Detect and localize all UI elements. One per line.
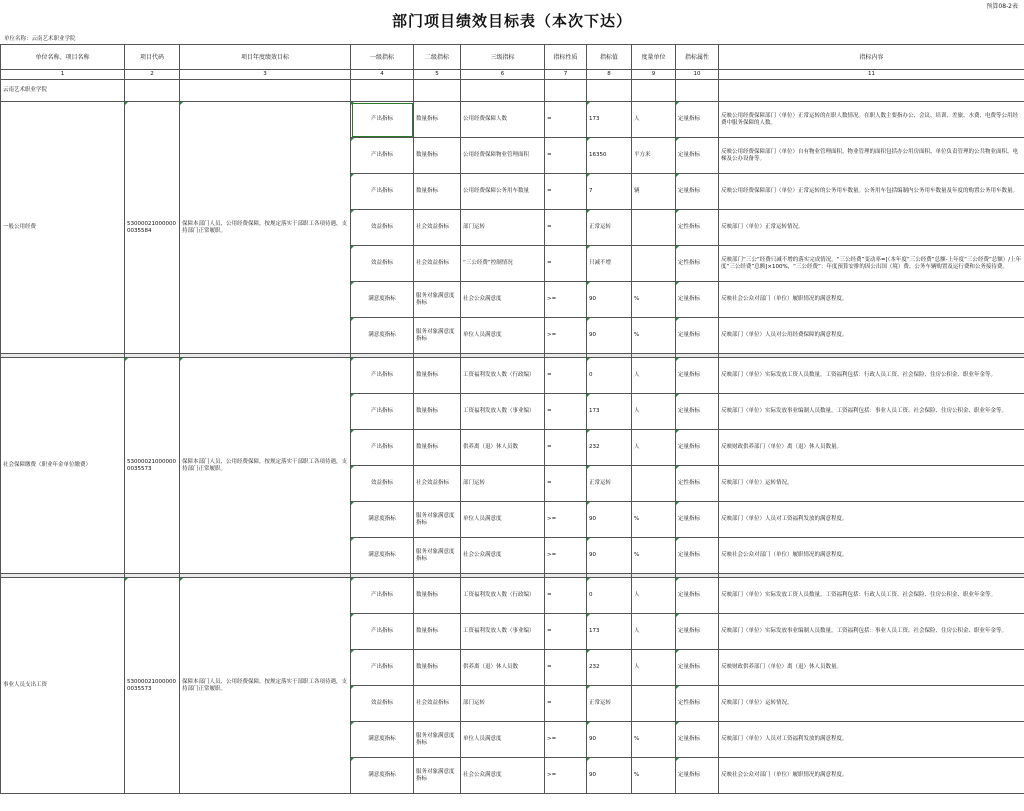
content-cell[interactable]: 反映公用经费保障部门（单位）正常运转的在职人数情况。在职人数主要指办公、会议、培训、差旅、水费、电费等公用经费中服务保障的人数。 — [719, 102, 1024, 138]
performance-table — [0, 44, 1024, 794]
level1-indicator-cell[interactable]: 满意度指标 — [351, 318, 414, 354]
unit-measure-cell[interactable]: 辆 — [632, 174, 676, 210]
unit-measure-cell[interactable] — [632, 466, 676, 502]
value-cell[interactable]: 173 — [587, 394, 632, 430]
header-cell[interactable]: 指标性质 — [545, 45, 587, 70]
unit-measure-cell[interactable]: 人 — [632, 358, 676, 394]
project-goal-cell[interactable]: 保障本部门人员、公用经费保障，按规定落实干部职工各项待遇，支持部门正常履职。 — [180, 102, 351, 354]
attribute-cell[interactable]: 定量指标 — [676, 282, 719, 318]
attribute-cell[interactable]: 定量指标 — [676, 102, 719, 138]
nature-cell[interactable]: >= — [545, 722, 587, 758]
level3-indicator-cell[interactable]: 社会公众满意度 — [461, 538, 545, 574]
level2-indicator-cell[interactable]: 服务对象满意度指标 — [414, 282, 461, 318]
content-cell[interactable]: 反映部门（单位）人员对公用经费保障的满意程度。 — [719, 318, 1024, 354]
column-number[interactable]: 1 — [1, 70, 125, 80]
value-cell[interactable]: 173 — [587, 614, 632, 650]
column-number[interactable]: 8 — [587, 70, 632, 80]
unit-label: 单位名称：云南艺术职业学院 — [4, 36, 76, 42]
level2-indicator-cell[interactable]: 数量指标 — [414, 358, 461, 394]
level2-indicator-cell[interactable]: 服务对象满意度指标 — [414, 538, 461, 574]
unit-measure-cell[interactable]: 人 — [632, 578, 676, 614]
level2-indicator-cell[interactable]: 社会效益指标 — [414, 466, 461, 502]
header-cell[interactable]: 一级指标 — [351, 45, 414, 70]
column-number[interactable]: 5 — [414, 70, 461, 80]
level3-indicator-cell[interactable]: 部门运转 — [461, 210, 545, 246]
nature-cell[interactable]: = — [545, 430, 587, 466]
empty-cell[interactable] — [125, 80, 180, 102]
unit-measure-cell[interactable] — [632, 246, 676, 282]
content-cell[interactable]: 反映公用经费保障部门（单位）自有物业管理面积。物业管理的面积包括办公用房面积、单位负责管理的公共物业面积、电梯及公办设备等。 — [719, 138, 1024, 174]
nature-cell[interactable]: = — [545, 686, 587, 722]
level1-indicator-cell[interactable]: 产出指标 — [351, 174, 414, 210]
level3-indicator-cell[interactable]: 供养离（退）休人员数 — [461, 650, 545, 686]
value-cell[interactable]: 只减不增 — [587, 246, 632, 282]
content-cell[interactable]: 反映部门（单位）实际发放事业编制人员数量。工资福利包括：事业人员工资、社会保险、住房公积金、职业年金等。 — [719, 614, 1024, 650]
level2-indicator-cell[interactable]: 数量指标 — [414, 430, 461, 466]
content-cell[interactable]: 反映公用经费保障部门（单位）正常运转的公务用车数量。公务用车包括编制内公务用车数量及年度的购置公务用车数量。 — [719, 174, 1024, 210]
column-number[interactable]: 11 — [719, 70, 1024, 80]
attribute-cell[interactable]: 定量指标 — [676, 650, 719, 686]
level1-indicator-cell[interactable]: 产出指标 — [351, 430, 414, 466]
content-cell[interactable]: 反映部门（单位）运转情况。 — [719, 686, 1024, 722]
header-row — [1, 45, 1024, 70]
unit-measure-cell[interactable]: % — [632, 758, 676, 794]
project-code-cell[interactable]: 530000210000000035573 — [125, 358, 180, 574]
empty-cell[interactable] — [545, 80, 587, 102]
level2-indicator-cell[interactable]: 数量指标 — [414, 138, 461, 174]
level3-indicator-cell[interactable]: 公用经费保障物业管理面积 — [461, 138, 545, 174]
value-cell[interactable]: 7 — [587, 174, 632, 210]
attribute-cell[interactable]: 定量指标 — [676, 502, 719, 538]
column-number[interactable]: 7 — [545, 70, 587, 80]
level1-indicator-cell[interactable]: 产出指标 — [351, 102, 414, 138]
level1-indicator-cell[interactable]: 产出指标 — [351, 614, 414, 650]
column-number[interactable]: 10 — [676, 70, 719, 80]
table-row — [1, 358, 1024, 394]
level1-indicator-cell[interactable]: 产出指标 — [351, 394, 414, 430]
level2-indicator-cell[interactable]: 数量指标 — [414, 394, 461, 430]
header-cell[interactable]: 度量单位 — [632, 45, 676, 70]
value-cell[interactable]: 90 — [587, 758, 632, 794]
project-goal-cell[interactable]: 保障本部门人员、公用经费保障，按规定落实干部职工各项待遇，支持部门正常履职。 — [180, 358, 351, 574]
column-number[interactable]: 9 — [632, 70, 676, 80]
table-row — [1, 578, 1024, 614]
attribute-cell[interactable]: 定量指标 — [676, 578, 719, 614]
level3-indicator-cell[interactable]: 供养离（退）休人员数 — [461, 430, 545, 466]
unit-measure-cell[interactable]: 人 — [632, 430, 676, 466]
header-cell[interactable]: 指标值 — [587, 45, 632, 70]
unit-measure-cell[interactable]: % — [632, 502, 676, 538]
level3-indicator-cell[interactable]: 社会公众满意度 — [461, 758, 545, 794]
content-cell[interactable]: 反映财政供养部门（单位）离（退）休人员数量。 — [719, 650, 1024, 686]
level2-indicator-cell[interactable]: 社会效益指标 — [414, 686, 461, 722]
column-number[interactable]: 4 — [351, 70, 414, 80]
unit-row — [1, 80, 1024, 102]
value-cell[interactable]: 232 — [587, 650, 632, 686]
level2-indicator-cell[interactable]: 数量指标 — [414, 174, 461, 210]
level3-indicator-cell[interactable]: 工资福利发放人数（行政编） — [461, 578, 545, 614]
header-cell[interactable]: 项目年度绩效目标 — [180, 45, 351, 70]
level1-indicator-cell[interactable]: 效益指标 — [351, 686, 414, 722]
level1-indicator-cell[interactable]: 满意度指标 — [351, 722, 414, 758]
unit-measure-cell[interactable]: 平方米 — [632, 138, 676, 174]
header-cell[interactable]: 三级指标 — [461, 45, 545, 70]
nature-cell[interactable]: = — [545, 246, 587, 282]
project-name-cell[interactable]: 社会保障缴费（职业年金单位缴费） — [1, 358, 125, 574]
page-title: 部门项目绩效目标表（本次下达） — [391, 12, 632, 30]
level1-indicator-cell[interactable]: 产出指标 — [351, 578, 414, 614]
level3-indicator-cell[interactable]: 工资福利发放人数（事业编） — [461, 614, 545, 650]
value-cell[interactable]: 0 — [587, 578, 632, 614]
nature-cell[interactable]: = — [545, 138, 587, 174]
unit-measure-cell[interactable]: % — [632, 318, 676, 354]
level2-indicator-cell[interactable]: 社会效益指标 — [414, 246, 461, 282]
level3-indicator-cell[interactable]: 工资福利发放人数（行政编） — [461, 358, 545, 394]
attribute-cell[interactable]: 定性指标 — [676, 686, 719, 722]
value-cell[interactable]: 16350 — [587, 138, 632, 174]
level3-indicator-cell[interactable]: 公用经费保障人数 — [461, 102, 545, 138]
attribute-cell[interactable]: 定量指标 — [676, 174, 719, 210]
level2-indicator-cell[interactable]: 服务对象满意度指标 — [414, 318, 461, 354]
nature-cell[interactable]: = — [545, 358, 587, 394]
level3-indicator-cell[interactable]: 部门运转 — [461, 686, 545, 722]
nature-cell[interactable]: = — [545, 614, 587, 650]
level3-indicator-cell[interactable]: “三公经费”控制情况 — [461, 246, 545, 282]
unit-measure-cell[interactable]: % — [632, 538, 676, 574]
empty-cell[interactable] — [587, 80, 632, 102]
value-cell[interactable]: 正常运转 — [587, 686, 632, 722]
unit-measure-cell[interactable] — [632, 686, 676, 722]
attribute-cell[interactable]: 定性指标 — [676, 466, 719, 502]
level1-indicator-cell[interactable]: 满意度指标 — [351, 502, 414, 538]
level1-indicator-cell[interactable]: 效益指标 — [351, 210, 414, 246]
content-cell[interactable]: 反映部门（单位）实际发放事业编制人员数量。工资福利包括：事业人员工资、社会保险、住房公积金、职业年金等。 — [719, 394, 1024, 430]
unit-measure-cell[interactable]: 人 — [632, 650, 676, 686]
level2-indicator-cell[interactable]: 服务对象满意度指标 — [414, 758, 461, 794]
column-number[interactable]: 6 — [461, 70, 545, 80]
attribute-cell[interactable]: 定量指标 — [676, 138, 719, 174]
level2-indicator-cell[interactable]: 服务对象满意度指标 — [414, 502, 461, 538]
project-code-cell[interactable]: 530000210000000035573 — [125, 578, 180, 794]
attribute-cell[interactable]: 定量指标 — [676, 358, 719, 394]
level1-indicator-cell[interactable]: 效益指标 — [351, 466, 414, 502]
attribute-cell[interactable]: 定性指标 — [676, 210, 719, 246]
value-cell[interactable]: 90 — [587, 502, 632, 538]
form-code: 预算08-2表 — [986, 3, 1018, 10]
unit-measure-cell[interactable]: % — [632, 722, 676, 758]
level2-indicator-cell[interactable]: 社会效益指标 — [414, 210, 461, 246]
header-cell[interactable]: 指标属性 — [676, 45, 719, 70]
nature-cell[interactable]: >= — [545, 318, 587, 354]
content-cell[interactable]: 反映部门（单位）正常运转情况。 — [719, 210, 1024, 246]
level2-indicator-cell[interactable]: 数量指标 — [414, 578, 461, 614]
unit-measure-cell[interactable]: % — [632, 282, 676, 318]
level1-indicator-cell[interactable]: 满意度指标 — [351, 282, 414, 318]
header-cell[interactable]: 二级指标 — [414, 45, 461, 70]
level1-indicator-cell[interactable]: 产出指标 — [351, 650, 414, 686]
nature-cell[interactable]: = — [545, 394, 587, 430]
level3-indicator-cell[interactable]: 社会公众满意度 — [461, 282, 545, 318]
nature-cell[interactable]: = — [545, 650, 587, 686]
level1-indicator-cell[interactable]: 产出指标 — [351, 358, 414, 394]
empty-cell[interactable] — [719, 80, 1024, 102]
value-cell[interactable]: 90 — [587, 282, 632, 318]
nature-cell[interactable]: >= — [545, 502, 587, 538]
value-cell[interactable]: 90 — [587, 538, 632, 574]
attribute-cell[interactable]: 定量指标 — [676, 394, 719, 430]
empty-cell[interactable] — [461, 80, 545, 102]
level2-indicator-cell[interactable]: 数量指标 — [414, 102, 461, 138]
level2-indicator-cell[interactable]: 服务对象满意度指标 — [414, 722, 461, 758]
nature-cell[interactable]: >= — [545, 538, 587, 574]
level1-indicator-cell[interactable]: 产出指标 — [351, 138, 414, 174]
level3-indicator-cell[interactable]: 单位人员满意度 — [461, 722, 545, 758]
level3-indicator-cell[interactable]: 单位人员满意度 — [461, 318, 545, 354]
content-cell[interactable]: 反映部门（单位）人员对工资福利发放的满意程度。 — [719, 502, 1024, 538]
table-row — [1, 102, 1024, 138]
content-cell[interactable]: 反映社会公众对部门（单位）履职情况的满意程度。 — [719, 538, 1024, 574]
value-cell[interactable]: 232 — [587, 430, 632, 466]
value-cell[interactable]: 0 — [587, 358, 632, 394]
unit-measure-cell[interactable] — [632, 210, 676, 246]
unit-measure-cell[interactable]: 人 — [632, 102, 676, 138]
attribute-cell[interactable]: 定性指标 — [676, 246, 719, 282]
content-cell[interactable]: 反映部门（单位）实际发放工资人员数量。工资福利包括：行政人员工资、社会保险、住房公积金、职业年金等。 — [719, 578, 1024, 614]
header-cell[interactable]: 指标内容 — [719, 45, 1024, 70]
nature-cell[interactable]: = — [545, 102, 587, 138]
content-cell[interactable]: 反映部门（单位）实际发放工资人员数量。工资福利包括：行政人员工资、社会保险、住房公积金、职业年金等。 — [719, 358, 1024, 394]
empty-cell[interactable] — [351, 80, 414, 102]
empty-cell[interactable] — [676, 80, 719, 102]
column-number-row — [1, 70, 1024, 80]
nature-cell[interactable]: = — [545, 466, 587, 502]
level3-indicator-cell[interactable]: 工资福利发放人数（事业编） — [461, 394, 545, 430]
level2-indicator-cell[interactable]: 数量指标 — [414, 650, 461, 686]
empty-cell[interactable] — [632, 80, 676, 102]
level1-indicator-cell[interactable]: 满意度指标 — [351, 538, 414, 574]
project-name-cell[interactable]: 事业人员支出工资 — [1, 578, 125, 794]
attribute-cell[interactable]: 定量指标 — [676, 538, 719, 574]
header-cell[interactable]: 单位名称、项目名称 — [1, 45, 125, 70]
value-cell[interactable]: 正常运转 — [587, 210, 632, 246]
nature-cell[interactable]: = — [545, 174, 587, 210]
nature-cell[interactable]: = — [545, 578, 587, 614]
empty-cell[interactable] — [414, 80, 461, 102]
nature-cell[interactable]: >= — [545, 282, 587, 318]
unit-name-cell[interactable]: 云南艺术职业学院 — [1, 80, 125, 102]
content-cell[interactable]: 反映部门“三公”经费只减不增的落实完成情况。“三公经费”变动率=[（本年度“三公经费”总额-上年度“三公经费”总额）/上年度“三公经费”总额]×100%，“三公经费”：年度预算安排的因公出国（境）费、公务车辆购置及运行费和公务接待费。 — [719, 246, 1024, 282]
unit-measure-cell[interactable]: 人 — [632, 394, 676, 430]
nature-cell[interactable]: >= — [545, 758, 587, 794]
value-cell[interactable]: 正常运转 — [587, 466, 632, 502]
level3-indicator-cell[interactable]: 公用经费保障公务用车数量 — [461, 174, 545, 210]
level2-indicator-cell[interactable]: 数量指标 — [414, 614, 461, 650]
level3-indicator-cell[interactable]: 单位人员满意度 — [461, 502, 545, 538]
project-name-cell[interactable]: 一般公用经费 — [1, 102, 125, 354]
column-number[interactable]: 2 — [125, 70, 180, 80]
table-body — [1, 80, 1024, 794]
level3-indicator-cell[interactable]: 部门运转 — [461, 466, 545, 502]
content-cell[interactable]: 反映社会公众对部门（单位）履职情况的满意程度。 — [719, 758, 1024, 794]
unit-measure-cell[interactable]: 人 — [632, 614, 676, 650]
value-cell[interactable]: 90 — [587, 722, 632, 758]
project-goal-cell[interactable]: 保障本部门人员、公用经费保障，按规定落实干部职工各项待遇，支持部门正常履职。 — [180, 578, 351, 794]
level1-indicator-cell[interactable]: 效益指标 — [351, 246, 414, 282]
content-cell[interactable]: 反映部门（单位）人员对工资福利发放的满意程度。 — [719, 722, 1024, 758]
value-cell[interactable]: 90 — [587, 318, 632, 354]
content-cell[interactable]: 反映社会公众对部门（单位）履职情况的满意程度。 — [719, 282, 1024, 318]
level1-indicator-cell[interactable]: 满意度指标 — [351, 758, 414, 794]
content-cell[interactable]: 反映部门（单位）运转情况。 — [719, 466, 1024, 502]
attribute-cell[interactable]: 定量指标 — [676, 430, 719, 466]
column-number[interactable]: 3 — [180, 70, 351, 80]
header-cell[interactable]: 项目代码 — [125, 45, 180, 70]
project-code-cell[interactable]: 530000210000000035584 — [125, 102, 180, 354]
nature-cell[interactable]: = — [545, 210, 587, 246]
attribute-cell[interactable]: 定量指标 — [676, 614, 719, 650]
empty-cell[interactable] — [180, 80, 351, 102]
attribute-cell[interactable]: 定量指标 — [676, 318, 719, 354]
attribute-cell[interactable]: 定量指标 — [676, 722, 719, 758]
content-cell[interactable]: 反映财政供养部门（单位）离（退）休人员数量。 — [719, 430, 1024, 466]
attribute-cell[interactable]: 定量指标 — [676, 758, 719, 794]
value-cell[interactable]: 173 — [587, 102, 632, 138]
